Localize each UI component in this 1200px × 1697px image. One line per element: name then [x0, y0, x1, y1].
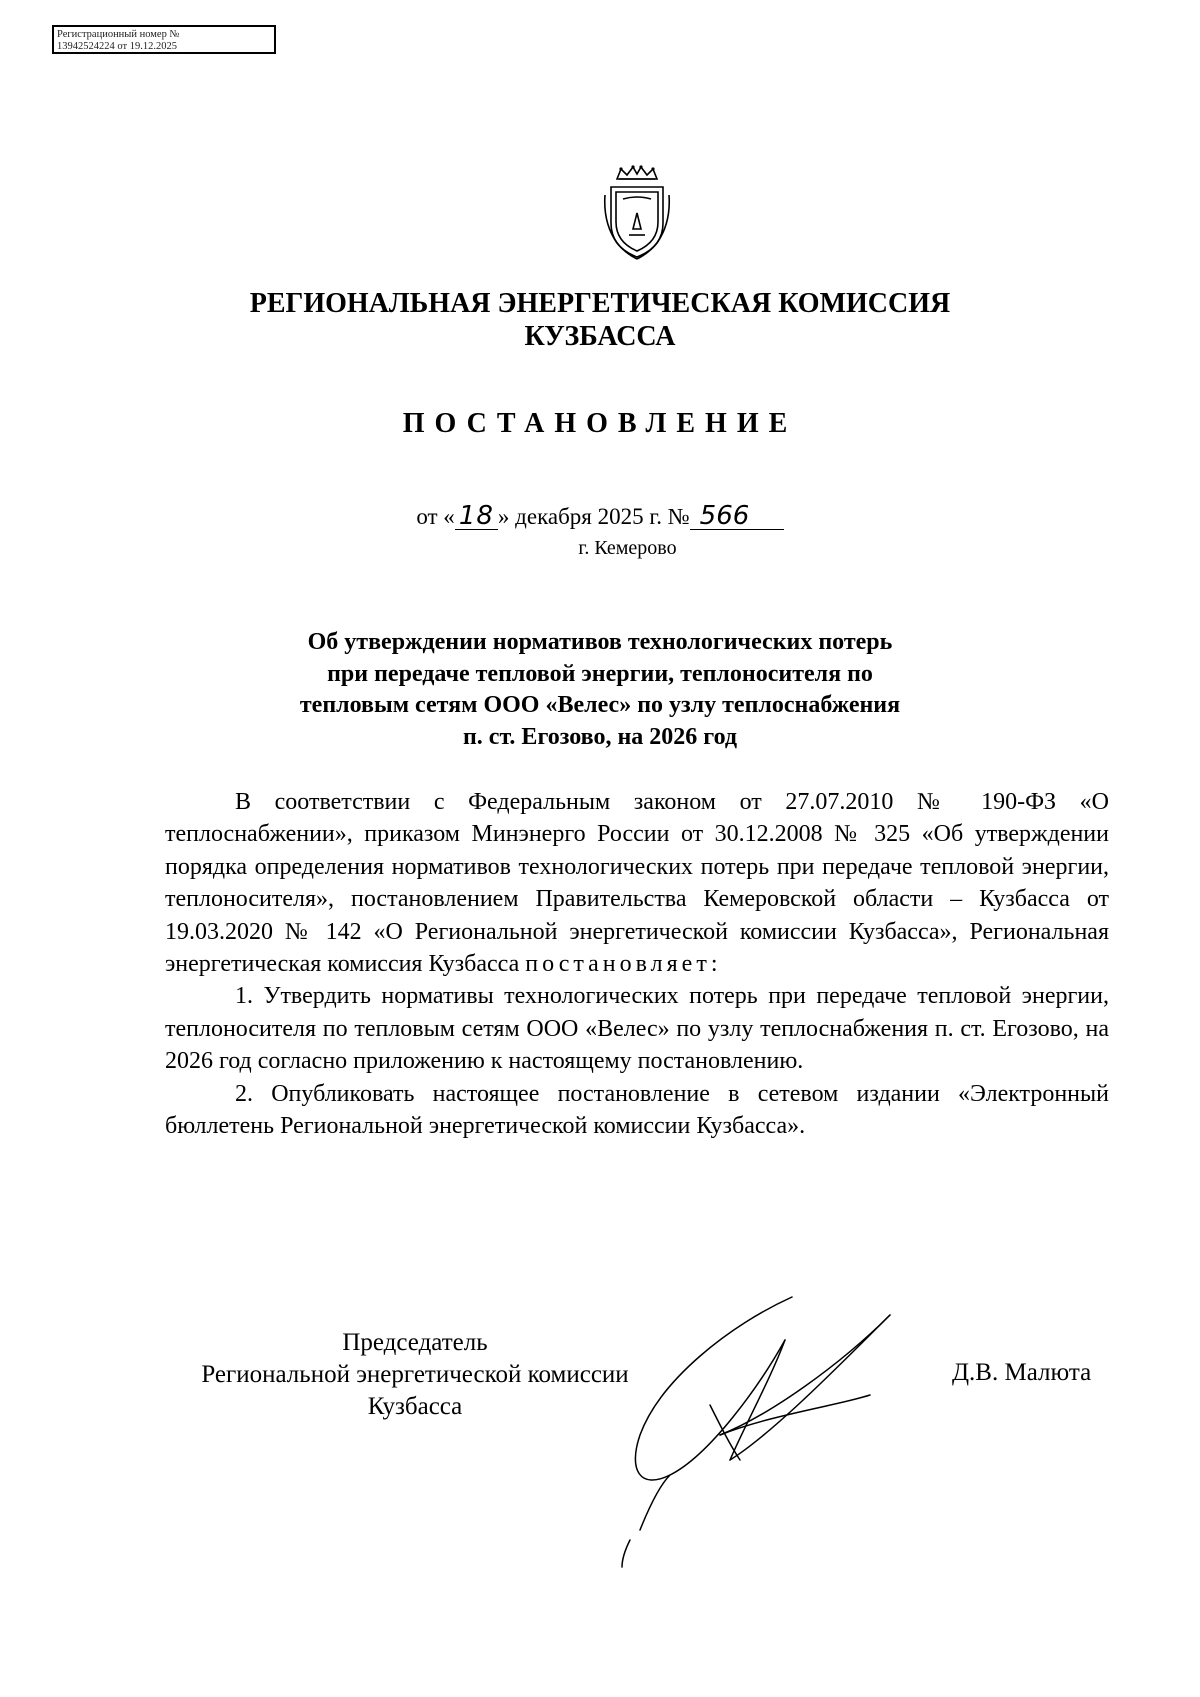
city: г. Кемерово: [578, 537, 677, 559]
date-day: 18: [455, 503, 498, 530]
signatory-name: Д.В. Малюта: [952, 1359, 1092, 1386]
document-subject: [0, 627, 1200, 753]
registration-stamp: [52, 25, 276, 54]
organization-title-line1: РЕГИОНАЛЬНАЯ ЭНЕРГЕТИЧЕСКАЯ КОМИССИЯ: [249, 288, 951, 319]
preamble-text: В соответствии с Федеральным законом от 27.07.2010 № 190-ФЗ «О теплоснабжении», приказом Минэнерго России от 30.12.2008 № 325 «Об утверждении порядка определения нормативов технологических потерь при передаче тепловой энергии, теплоносителя», постановлением Правительства Кемеровской области – Кузбасса от 19.03.2020 № 142 «О Региональной энергетической комиссии Кузбасса», Региональная энергетическая комиссия Кузбасса: [165, 789, 1109, 978]
kuzbass-coat-of-arms-icon: [597, 165, 677, 261]
preamble-paragraph: [165, 786, 1109, 980]
organization-title: [0, 287, 1200, 353]
subject-line4: п. ст. Егозово, на 2026 год: [462, 723, 738, 750]
subject-line1: Об утверждении нормативов технологических потерь: [307, 629, 893, 655]
subject-line2: при передаче тепловой энергии, теплоносителя по: [327, 660, 873, 687]
handwritten-signature: [570, 1285, 990, 1575]
item-2: 2. Опубликовать настоящее постановление в сетевом издании «Электронный бюллетень Региональной энергетической комиссии Кузбасса».: [165, 1080, 1109, 1140]
organization-title-line2: КУЗБАССА: [524, 321, 676, 352]
document-body: [165, 786, 1109, 1142]
document-type: ПОСТАНОВЛЕНИЕ: [402, 408, 798, 439]
date-month-year: » декабря 2025 г. №: [497, 504, 690, 529]
position-line1: Председатель: [342, 1329, 488, 1356]
position-line2: Региональной энергетической комиссии: [201, 1361, 629, 1388]
registration-number-label: Регистрационный номер №: [57, 29, 180, 40]
registration-number-value: 13942524224 от 19.12.2025: [57, 40, 177, 52]
item-1: 1. Утвердить нормативы технологических потерь при передаче тепловой энергии, теплоносителя по тепловым сетям ООО «Велес» по узлу теплоснабжения п. ст. Егозово, на 2026 год согласно приложению к настоящему постановлению.: [165, 983, 1109, 1075]
date-prefix: от «: [416, 504, 455, 529]
date-number-line: [0, 503, 1200, 531]
document-number: 566: [690, 503, 784, 530]
position-line3: Кузбасса: [367, 1393, 463, 1420]
subject-line3: тепловым сетям ООО «Велес» по узлу теплоснабжения: [299, 692, 901, 718]
resolves-word: постановляет:: [525, 951, 722, 978]
